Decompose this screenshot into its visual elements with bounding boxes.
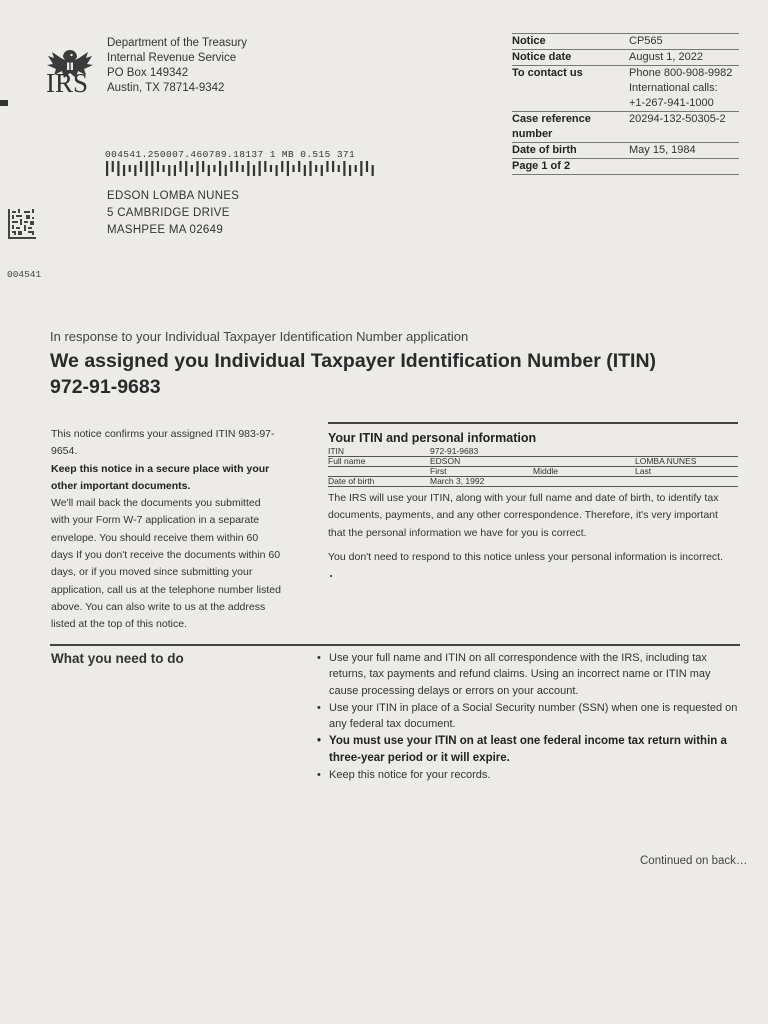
notice-date-row: [512, 49, 739, 65]
dob-value: March 3, 1992: [430, 476, 485, 486]
date-of-birth-label: Date of birth: [512, 144, 577, 156]
name-subheadings-row: [328, 467, 738, 477]
contact-row: [512, 65, 739, 111]
itin-label: ITIN: [328, 446, 345, 456]
agency-line: Internal Revenue Service: [107, 52, 237, 64]
list-item: • Keep this notice for your records.: [316, 767, 742, 783]
agency-line: PO Box 149342: [107, 67, 189, 79]
agency-address: [107, 36, 247, 96]
first-sublabel: First: [430, 466, 447, 476]
recipient-street: 5 CAMBRIDGE DRIVE: [107, 207, 230, 219]
notice-date-label: Notice date: [512, 51, 572, 63]
contact-value: [629, 66, 739, 111]
notice-info-table: [512, 33, 739, 175]
itin-explanation: [328, 490, 738, 573]
itin-no-response-text: You don't need to respond to this notice unless your personal information is incorrect.: [328, 550, 724, 563]
case-reference-label: Case reference number: [512, 113, 591, 140]
barcode-number: 004541.250007.460789.18137 1 MB 0.515 371: [105, 149, 356, 160]
contact-intl-label: International calls:: [629, 82, 718, 94]
continued-on-back: Continued on back…: [640, 855, 748, 867]
action-list: [316, 650, 742, 784]
intro-confirmation: This notice confirms your assigned ITIN 983-97-9654.: [51, 428, 275, 458]
list-item: • Use your full name and ITIN on all correspondence with the IRS, including tax returns, tax payments and refund claims. Using an incorrect name or ITIN may cause processing delays or errors on your account.: [316, 650, 742, 699]
agency-line: Austin, TX 78714-9342: [107, 82, 225, 94]
itin-value: 972-91-9683: [430, 446, 479, 456]
recipient-city: MASHPEE MA 02649: [107, 224, 224, 236]
postal-barcode-icon: [105, 161, 380, 176]
recipient-name: EDSON LOMBA NUNES: [107, 190, 240, 202]
edge-registration-mark: [0, 100, 8, 106]
contact-intl-phone: +1-267-941-1000: [629, 97, 714, 109]
first-name-value: EDSON: [430, 456, 461, 466]
notice-value: CP565: [629, 35, 663, 47]
page-number: Page 1 of 2: [512, 160, 571, 172]
stray-dot: [330, 575, 332, 577]
page-number-value: [629, 159, 739, 174]
intro-documents: We'll mail back the documents you submitted with your Form W-7 application in a separate envelope. You should receive them within 60 days If you don't receive the documents within 60 days, or if you moved since submitting your application, call us at the telephone number listed above. You can also write to us at the address listed at the top of this notice.: [51, 497, 281, 631]
last-name-value: LOMBA NUNES: [635, 456, 697, 466]
intro-keep-notice: Keep this notice in a secure place with your other important documents.: [51, 462, 270, 492]
dob-row: [328, 477, 738, 487]
case-reference-value: 20294-132-50305-2: [629, 113, 726, 125]
list-item: • Use your ITIN in place of a Social Security number (SSN) when one is requested on any federal tax document.: [316, 700, 742, 733]
list-item: • You must use your ITIN on at least one federal income tax return within a three-year period or it will expire.: [316, 733, 742, 766]
what-you-need-to-do-title: What you need to do: [51, 651, 184, 666]
section-divider: [328, 422, 738, 424]
recipient-address: [107, 188, 239, 239]
last-sublabel: Last: [635, 466, 652, 476]
section-divider: [50, 644, 740, 646]
data-matrix-code-icon: [8, 209, 36, 239]
page-title: We assigned you Individual Taxpayer Identification Number (ITIN) 972-91-9683: [50, 350, 657, 398]
full-name-label: Full name: [328, 456, 366, 466]
agency-line: Department of the Treasury: [107, 37, 247, 49]
notice-row: [512, 33, 739, 49]
page-number-row: [512, 158, 739, 175]
middle-sublabel: Middle: [533, 466, 559, 476]
case-reference-row: [512, 111, 739, 142]
notice-date-value: August 1, 2022: [629, 51, 704, 63]
side-tracking-code: 004541: [7, 269, 42, 280]
date-of-birth-value: May 15, 1984: [629, 144, 696, 156]
intro-text: [51, 426, 281, 634]
itin-info-section: [328, 422, 738, 487]
itin-usage-text: The IRS will use your ITIN, along with your full name and date of birth, to identify tax documents, payments, and any other correspondence. Therefore, it's very important that the personal information we have for you is correct.: [328, 492, 719, 539]
contact-phone: Phone 800-908-9982: [629, 67, 733, 79]
pre-headline: In response to your Individual Taxpayer Identification Number application: [50, 329, 469, 344]
itin-section-title: Your ITIN and personal information: [328, 431, 537, 445]
notice-label: Notice: [512, 35, 546, 47]
date-of-birth-row: [512, 142, 739, 158]
dob-label: Date of birth: [328, 476, 375, 486]
contact-label: To contact us: [512, 67, 583, 79]
irs-logo-wordmark: IRS: [46, 68, 89, 98]
